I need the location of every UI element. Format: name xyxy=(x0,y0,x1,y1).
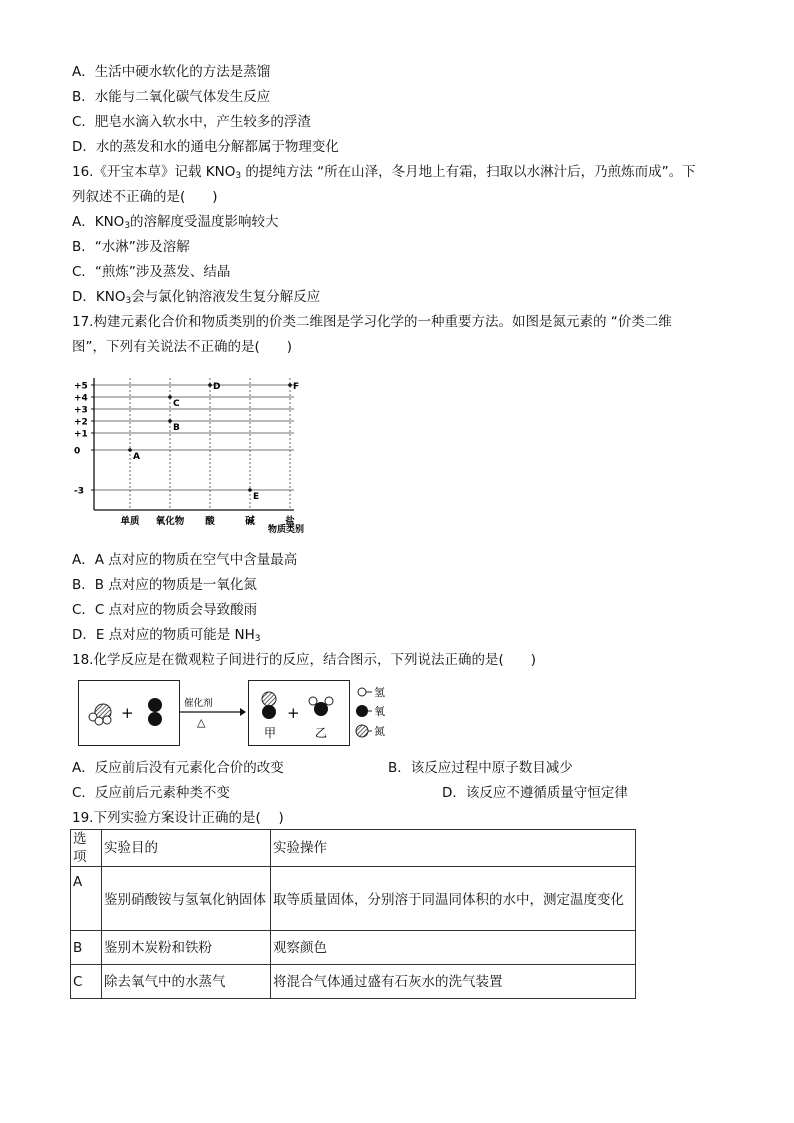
oxygen-molecule xyxy=(148,698,162,726)
q15-option-d: D．水的蒸发和水的通电分解都属于物理变化 xyxy=(72,139,339,155)
q17-stem-line2: 图”，下列有关说法不正确的是( ) xyxy=(72,339,293,355)
chart-xlabel: 物质类别 xyxy=(268,525,305,535)
legend-oxygen: 氧 xyxy=(374,705,385,718)
y-tick-label: +2 xyxy=(74,417,88,428)
data-point-label: A xyxy=(133,452,140,462)
data-point xyxy=(288,383,292,387)
reactant-plus: + xyxy=(121,704,134,722)
q16-option-a: A．$KNO_3$的溶解度受温度影响较大 xyxy=(72,214,279,231)
q15-option-c: C．肥皂水滴入软水中，产生较多的浮渣 xyxy=(72,114,311,130)
table-row xyxy=(71,965,636,999)
data-point-label: F xyxy=(293,382,300,392)
q16-stem-line1: 16.《开宝本草》记载 $KNO_3$ 的提纯方法 “所在山泽，冬月地上有霜，扫取以水淋汁后，乃煎炼而成”。下 xyxy=(72,164,696,181)
q16-option-b: B．“水淋”涉及溶解 xyxy=(72,239,190,255)
y-tick-label: +3 xyxy=(74,405,88,416)
data-point xyxy=(168,419,172,423)
data-point-label: E xyxy=(253,492,260,502)
y-tick-label: +1 xyxy=(74,429,88,440)
q17-option-a: A．A 点对应的物质在空气中含量最高 xyxy=(72,552,298,568)
product-jia-label: 甲 xyxy=(264,726,277,740)
q16-option-d: D．$KNO_3$会与氯化钠溶液发生复分解反应 xyxy=(72,289,321,306)
y-tick-label: 0 xyxy=(74,446,81,457)
q18-option-a: A．反应前后没有元素化合价的改变 xyxy=(72,760,284,776)
q18-option-c: C．反应前后元素种类不变 xyxy=(72,785,230,801)
x-tick-label: 酸 xyxy=(205,516,215,527)
q17-option-c: C．C 点对应的物质会导致酸雨 xyxy=(72,602,258,618)
atom-legend xyxy=(354,682,414,742)
legend-nitrogen: 氮 xyxy=(374,725,385,738)
table-header-cell: 选项 xyxy=(71,830,102,867)
data-point xyxy=(168,395,172,399)
q17-stem-line1: 17.构建元素化合价和物质类别的价类二维图是学习化学的一种重要方法。如图是氮元素的 “价类二维 xyxy=(72,314,672,330)
hydrogen-atom-icon xyxy=(358,688,366,696)
y-tick-label: -3 xyxy=(74,486,84,497)
heat-symbol: △ xyxy=(197,716,206,728)
nitrogen-atom-icon xyxy=(356,725,368,737)
q18-stem: 18.化学反应是在微观粒子间进行的反应，结合图示，下列说法正确的是( ) xyxy=(72,652,537,668)
q17-option-b: B．B 点对应的物质是一氧化氮 xyxy=(72,577,257,593)
y-tick-label: +4 xyxy=(74,393,88,404)
table-cell: 取等质量固体，分别溶于同温同体积的水中，测定温度变化 xyxy=(271,867,636,931)
table-cell: 鉴别木炭粉和铁粉 xyxy=(102,931,271,965)
table-cell: 观察颜色 xyxy=(271,931,636,965)
product-yi-label: 乙 xyxy=(315,726,328,740)
table-cell: B xyxy=(71,931,102,965)
q16-option-c: C．“煎炼”涉及蒸发、结晶 xyxy=(72,264,231,280)
q17-option-d: D．E 点对应的物质可能是 $NH_3$ xyxy=(72,627,261,644)
data-point xyxy=(208,383,212,387)
table-cell: 将混合气体通过盛有石灰水的洗气装置 xyxy=(271,965,636,999)
table-cell: 鉴别硝酸铵与氢氧化钠固体 xyxy=(102,867,271,931)
x-tick-label: 氧化物 xyxy=(155,516,185,527)
q19-stem: 19.下列实验方案设计正确的是( ) xyxy=(72,810,284,826)
experiment-table xyxy=(70,829,636,999)
product-plus: + xyxy=(287,704,300,722)
q16-stem-line2: 列叙述不正确的是( ) xyxy=(72,189,218,205)
products-box xyxy=(248,680,350,746)
water-molecule xyxy=(309,697,333,716)
data-point xyxy=(248,488,252,492)
legend-hydrogen: 氢 xyxy=(374,686,385,699)
table-header-cell: 实验目的 xyxy=(102,830,271,867)
table-cell: C xyxy=(71,965,102,999)
table-row xyxy=(71,931,636,965)
x-tick-label: 盐 xyxy=(285,516,295,527)
q15-option-b: B．水能与二氧化碳气体发生反应 xyxy=(72,89,271,105)
q18-option-b: B．该反应过程中原子数目减少 xyxy=(388,760,573,776)
table-header-cell: 实验操作 xyxy=(271,830,636,867)
data-point-label: C xyxy=(173,399,180,409)
table-cell: A xyxy=(71,867,102,931)
y-tick-label: +5 xyxy=(74,381,88,392)
table-header-row xyxy=(71,830,636,867)
no-molecule xyxy=(262,692,276,719)
q18-option-d: D．该反应不遵循质量守恒定律 xyxy=(442,785,628,801)
table-cell: 除去氧气中的水蒸气 xyxy=(102,965,271,999)
q15-option-a: A．生活中硬水软化的方法是蒸馏 xyxy=(72,64,271,80)
x-tick-label: 碱 xyxy=(245,516,255,527)
valence-category-chart xyxy=(72,372,322,537)
data-point-label: B xyxy=(173,423,180,433)
reactant-molecules xyxy=(79,681,179,745)
catalyst-label: 催化剂 xyxy=(184,698,213,709)
ammonia-molecule xyxy=(89,704,111,725)
oxygen-atom-icon xyxy=(356,705,368,717)
table-row xyxy=(71,867,636,931)
x-tick-label: 单质 xyxy=(120,516,140,527)
data-point xyxy=(128,448,132,452)
reactants-box xyxy=(78,680,180,746)
chart-grid xyxy=(94,378,294,510)
reaction-arrow xyxy=(178,696,246,728)
product-molecules xyxy=(249,681,349,745)
data-point-label: D xyxy=(213,382,221,392)
